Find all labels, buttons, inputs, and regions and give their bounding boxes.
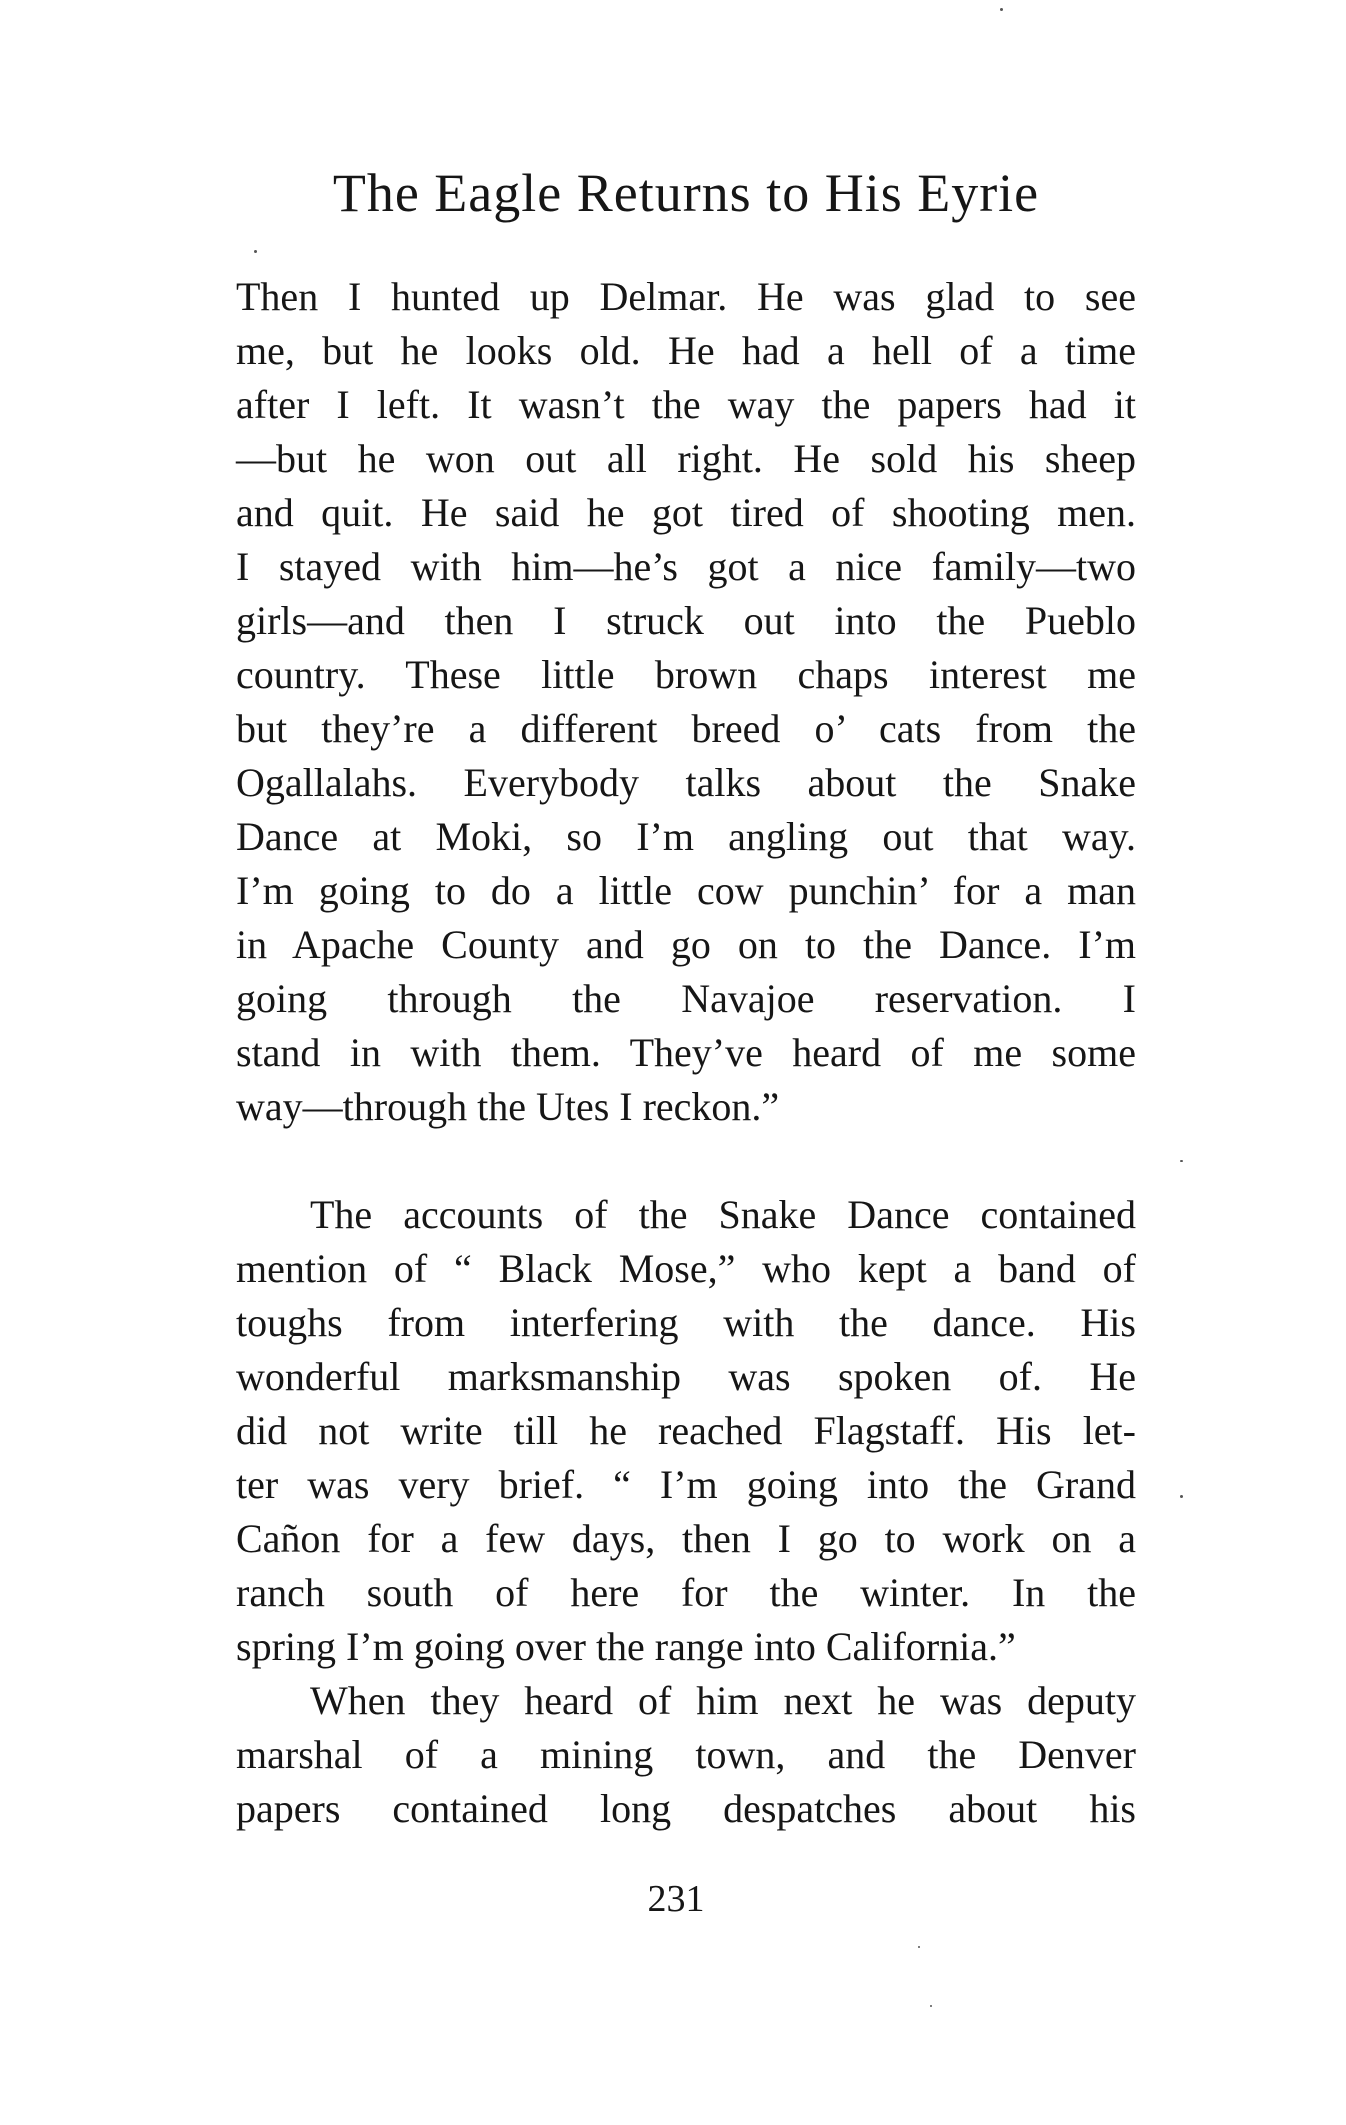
print-speck (1180, 1495, 1183, 1498)
text-line: marshal of a mining town, and the Denver (236, 1732, 1136, 1777)
text-line: but they’re a different breed o’ cats from the (236, 706, 1136, 751)
text-line: I’m going to do a little cow punchin’ for a man (236, 868, 1136, 913)
print-speck (254, 250, 257, 253)
text-line: stand in with them. They’ve heard of me some (236, 1030, 1136, 1075)
text-line: me, but he looks old. He had a hell of a time (236, 328, 1136, 373)
print-speck (1000, 8, 1003, 11)
text-line: —but he won out all right. He sold his sheep (236, 436, 1136, 481)
text-line: I stayed with him—he’s got a nice family—two (236, 544, 1136, 589)
text-line: papers contained long despatches about his (236, 1786, 1136, 1831)
page-number: 231 (647, 1878, 705, 1920)
text-line: spring I’m going over the range into California.” (236, 1624, 1016, 1669)
body-text (236, 270, 1136, 1836)
text-line: way—through the Utes I reckon.” (236, 1084, 780, 1129)
print-speck (930, 2005, 932, 2007)
paragraph-gap (236, 1134, 1136, 1188)
text-line: toughs from interfering with the dance. His (236, 1300, 1136, 1345)
text-line: mention of “ Black Mose,” who kept a band of (236, 1246, 1136, 1291)
text-line: Then I hunted up Delmar. He was glad to see (236, 274, 1136, 319)
print-speck (1180, 1160, 1183, 1162)
text-line: ter was very brief. “ I’m going into the Grand (236, 1462, 1136, 1507)
text-line: When they heard of him next he was deputy (310, 1678, 1136, 1723)
text-line: Ogallalahs. Everybody talks about the Snake (236, 760, 1136, 805)
text-line: in Apache County and go on to the Dance. I’m (236, 922, 1136, 967)
text-line: Dance at Moki, so I’m angling out that way. (236, 814, 1136, 859)
text-line: did not write till he reached Flagstaff. His let- (236, 1408, 1136, 1453)
text-line: Cañon for a few days, then I go to work on a (236, 1516, 1136, 1561)
text-line: and quit. He said he got tired of shooting men. (236, 490, 1136, 535)
text-line: country. These little brown chaps interest me (236, 652, 1136, 697)
text-line: wonderful marksmanship was spoken of. He (236, 1354, 1136, 1399)
paragraph-2 (236, 1188, 1136, 1674)
text-line: after I left. It wasn’t the way the papers had it (236, 382, 1136, 427)
paragraph-1 (236, 270, 1136, 1134)
paragraph-3 (236, 1674, 1136, 1836)
print-speck (918, 1946, 920, 1948)
running-head: The Eagle Returns to His Eyrie (332, 163, 1040, 223)
text-line: ranch south of here for the winter. In the (236, 1570, 1136, 1615)
text-line: going through the Navajoe reservation. I (236, 976, 1136, 1021)
text-line: The accounts of the Snake Dance contained (310, 1192, 1136, 1237)
text-line: girls—and then I struck out into the Pueblo (236, 598, 1136, 643)
